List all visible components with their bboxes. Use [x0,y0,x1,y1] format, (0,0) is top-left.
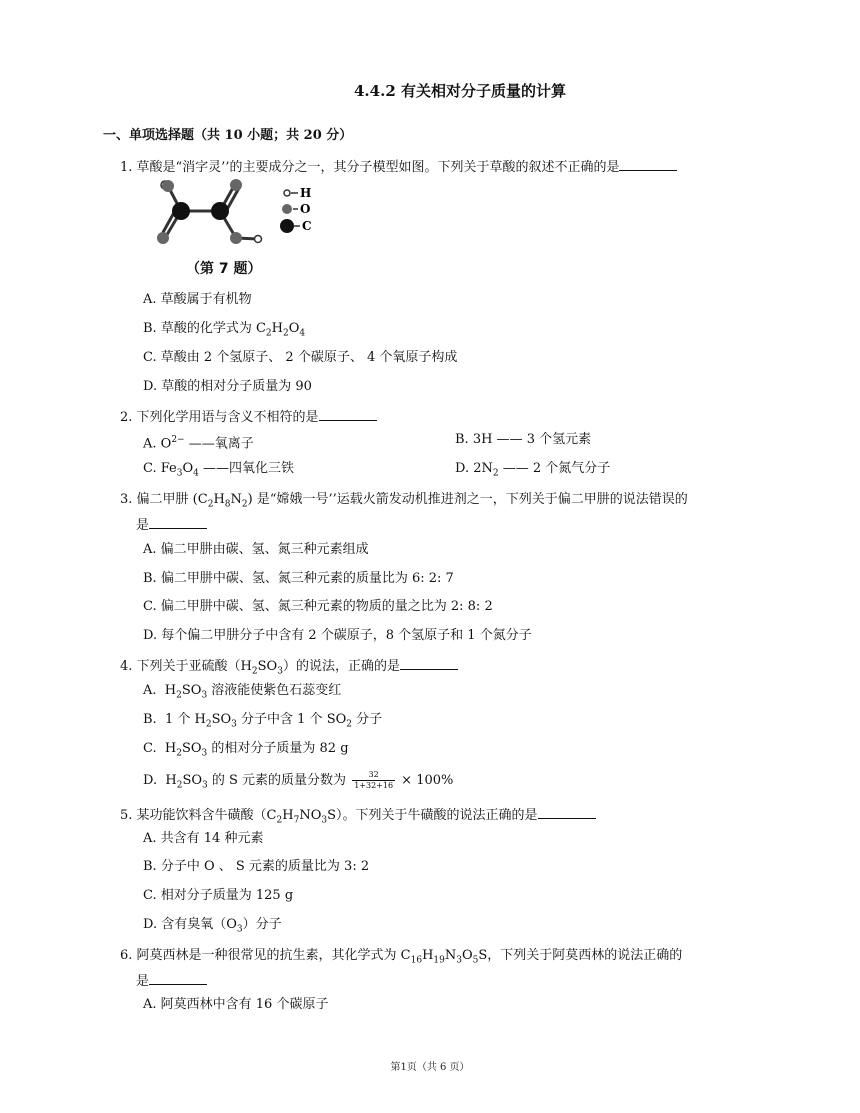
q4-option-d: D. $H_2SO_3$ 的 S 元素的质量分数为 $\frac{32}{1+32+16}$ × 100% [143,770,454,791]
oxygen-atom [162,180,174,192]
q5-option-c: C. 相对分子质量为 125 g [143,888,294,903]
question-3-stem: 3. 偏二甲肼 $(C_2H_8N_2)$ 是“嫦娥一号’’运载火箭发动机推进剂之一，下列关于偏二甲肼的说法错误的 [120,492,688,510]
svg-text:C: C [302,219,312,233]
q2-option-a: A. $O^{2-}$ ——氧离子 [143,435,254,452]
fraction: $\frac{32}{1+32+16}$ [354,770,394,790]
q1-option-b: B. 草酸的化学式为 $C_2H_2O_4$ [143,321,306,339]
answer-blank [538,806,596,819]
answer-blank [400,657,458,670]
page-footer: 第1页（共 6 页） [390,1062,470,1073]
page-title: 4.4.2 有关相对分子质量的计算 [354,82,566,100]
q5-option-a: A. 共含有 14 种元素 [143,831,264,846]
q1-option-d: D. 草酸的相对分子质量为 90 [143,379,312,394]
svg-text:H: H [300,186,312,200]
q3-option-c: C. 偏二甲肼中碳、氢、氮三种元素的物质的量之比为 2: 8: 2 [143,599,493,614]
question-4-stem: 4. 下列关于亚硫酸$(H_2SO_3)$的说法，正确的是 [120,653,760,686]
q3-option-b: B. 偏二甲肼中碳、氢、氮三种元素的质量比为 6: 2: 7 [143,571,454,586]
carbon-atom [211,202,229,220]
q2-option-c: C. $Fe_3O_4$ ——四氧化三铁 [143,461,295,479]
section-heading: 一、单项选择题（共 10 小题；共 20 分） [103,128,353,143]
answer-blank [149,516,207,529]
oxygen-atom [230,179,242,191]
oxygen-atom [157,232,169,244]
figure-caption: （第 7 题） [186,261,262,277]
q5-option-d: D. 含有臭氧$(O_3)$分子 [143,917,282,935]
question-1-stem: 1. 草酸是“消字灵’’的主要成分之一，其分子模型如图。下列关于草酸的叙述不正确的是 [120,154,760,181]
question-6-stem-line2: 是 [136,968,776,995]
svg-text:O: O [300,202,311,216]
q4-option-c: C. $H_2SO_3$ 的相对分子质量为 82 g [143,741,349,759]
q2-option-b: B. 3H —— 3 个氢元素 [455,432,592,447]
hydrogen-atom [255,236,262,243]
answer-blank [319,408,377,421]
oxygen-atom [230,232,242,244]
q4-option-a: A. $H_2SO_3$ 溶液能使紫色石蕊变红 [143,683,342,701]
q5-option-b: B. 分子中 O 、 S 元素的质量比为 3: 2 [143,859,370,874]
q3-option-d: D. 每个偏二甲肼分子中含有 2 个碳原子，8 个氢原子和 1 个氮分子 [143,628,532,643]
q6-option-a: A. 阿莫西林中含有 16 个碳原子 [143,997,329,1012]
q2-option-d: D. $2N_2$ —— 2 个氮气分子 [455,461,611,479]
carbon-atom [172,202,190,220]
question-2-stem: 2. 下列化学用语与含义不相符的是 [120,404,760,431]
q3-option-a: A. 偏二甲肼由碳、氢、氮三种元素组成 [143,542,369,557]
question-6-stem: 6. 阿莫西林是一种很常见的抗生素，其化学式为 $C_{16}H_{19}N_3O_5S$，下列关于阿莫西林的说法正确的 [120,948,683,966]
answer-blank [149,972,207,985]
q4-option-b: B. 1 个 $H_2SO_3$ 分子中含 1 个 $SO_2$ 分子 [143,712,383,730]
q1-option-c: C. 草酸由 2 个氢原子、 2 个碳原子、 4 个氧原子构成 [143,350,458,365]
answer-blank [619,158,677,171]
question-5-stem: 5. 某功能饮料含牛磺酸$(C_2H_7NO_3S)$。下列关于牛磺酸的说法正确的是 [120,802,760,835]
question-3-stem-line2: 是 [136,512,776,539]
q1-option-a: A. 草酸属于有机物 [143,292,252,307]
